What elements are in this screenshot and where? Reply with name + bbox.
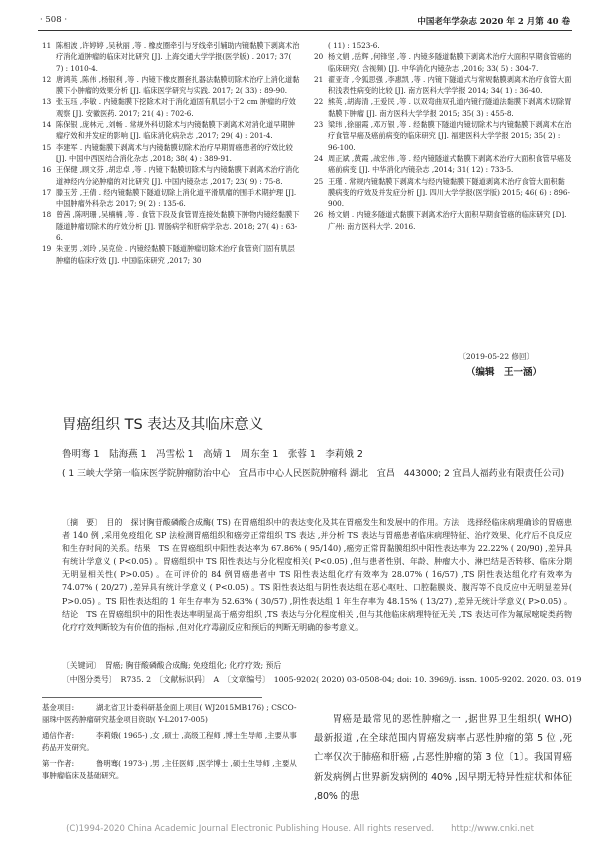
reference-item: 13 张玉珏 ,李敏 . 内镜黏膜下挖除术对于消化道固有肌层小于2 cm 肿瘤的疗效观察 [J]. 安徽医药. 2017; 21( 4) : 702-6.	[42, 97, 296, 118]
footnote-funding: 基金项目: 湖北省卫计委科研基金面上项目( WJ2015MB176) ; CSCO-丽珠中医药肿瘤研究基金项目资助( Y-L2017-005)	[42, 703, 297, 724]
reference-item: 17 滕玉芳 ,王倩 . 经内镜黏膜下隧道切除上消化道平滑肌瘤的围手术期护理 [J]. 中国肿瘤外科杂志 2017; 9( 2) : 135-6.	[42, 187, 297, 209]
reference-item: 12 唐鸿英 ,陈伟 ,杨银利 ,等 . 内镜下橡皮圈套扎器法黏膜切除术治疗上消化道黏膜下小肿瘤的效果分析 [J]. 临床医学研究与实践. 2017; 2( 33) : 89-90.	[42, 74, 300, 96]
reference-item: 11 陈相波 ,许婷婷 ,吴秋丽 ,等 . 橡皮圈牵引与牙线牵引辅助内镜黏膜下剥离术治疗消化道肿瘤的临床对比研究 [J]. 上海交通大学学报(医学版) . 2017; 37( 7) : 1010-4.	[42, 41, 300, 73]
footnote-first-author: 第一作者: 鲁明骞( 1973-) ,男 ,主任医师 ,医学博士 ,硕士生导师 ,主要从事肿瘤临床及基础研究。	[42, 759, 297, 780]
keywords: 〔关键词〕 胃癌; 胸苷酸磷酸合成酶; 免疫组化; 化疗疗效; 预后	[62, 661, 282, 670]
references-left	[42, 40, 300, 266]
reference-item: 23 梁玮 ,徐丽霞 ,邓万银 ,等 . 经黏膜下隧道内镜切除术与内镜黏膜下剥离术在治疗食管早癌及癌前病变的临床研究 [J]. 福建医科大学学报 2015; 35( 2) : 96-100.	[314, 120, 572, 152]
reference-item: 22 熊英 ,胡海清 ,王爱民 ,等 . 以双弯曲双孔道内镜行隧道法黏膜下剥离术切除胃黏膜下肿瘤 [J]. 南方医科大学学报 2015; 35( 3) : 455-8.	[314, 97, 572, 118]
page-number: · 508 ·	[40, 15, 68, 25]
reference-item: ( 11) : 1523-6.	[328, 41, 380, 50]
editor-credit: （编辑 王一涵）	[465, 367, 542, 378]
revision-date: 〔2019-05-22 修回〕	[458, 352, 534, 361]
classification-line: 〔中图分类号〕 R735. 2 〔文献标识码〕 A 〔文章编号〕 1005-9202( 2020) 03-0508-04; doi: 10. 3969/j. issn. 1005-9202. 2020. 03. 019	[62, 675, 582, 684]
reference-item: 16 王保健 ,顾文芬 ,胡忠卓 ,等 . 内镜下黏膜切除术与内镜黏膜下剥离术治疗消化道神经内分泌肿瘤的对比研究 [J]. 中国内镜杂志 ,2017; 23( 9) : 75-8.	[42, 165, 300, 186]
abstract: 〔摘 要〕 目的 探讨胸苷酸磷酸合成酶( TS) 在胃癌组织中的表达变化及其在胃癌发生和发展中的作用。方法 选择经临床病理确诊的胃癌患者 140 例 ,采用免疫组化 SP 法检测胃癌组织和癌旁正常组织 TS 表达 ,并分析 TS 表达与胃癌患者临床病理特征、治疗效果、化疗后不良反应和生存时间的关系。结果 TS 在胃癌组织中阳性表达率为 67.86% ( 95/140) ,癌旁正常胃黏膜组织中阳性表达率为 22.22% ( 20/90) ,差异具有统计学意义 ( P<0.05) 。胃癌组织中 TS 阳性表达与分化程度相关( P<0.05) ,但与患者性别、年龄、肿瘤大小、淋巴结是否转移、临床分期无明显相关性( P>0.05) 。在可评价的 84 例胃癌患者中 TS 阳性表达组化疗有效率为 28.07% ( 16/57) ,TS 阴性表达组化疗有效率为 74.07% ( 20/27) ,差异具有统计学意义 ( P<0.05) 。TS 阳性表达组与阴性表达组在恶心呕吐、口腔黏膜炎、腹泻等不良反应中无明显差异( P>0.05) 。TS 阳性表达组的 1 年生存率为 52.63% ( 30/57) ,阴性表达组 1 年生存率为 48.15% ( 13/27) ,差异无统计学意义( P>0.05) 。结论 TS 在胃癌组织中的阳性表达率明显高于癌旁组织 ,TS 表达与分化程度相关 ,但与其他临床病理特征无关 ,TS 表达可作为氟尿嘧啶类药物化疗疗效判断较为有价值的指标 ,但对化疗毒副反应和预后的判断无明确的参考意义。	[62, 518, 572, 632]
article-title: 胃癌组织 TS 表达及其临床意义	[62, 417, 264, 433]
author-list: 鲁明骞 1 陆海燕 1 冯雪松 1 高婧 1 周东奎 1 张蓉 1 李莉娥 2	[62, 449, 363, 460]
journal-header: 中国老年学杂志 2020 年 2 月第 40 卷	[417, 17, 570, 27]
copyright-footer: (C)1994-2020 China Academic Journal Electronic Publishing House. All rights reserved. http://www.cnki.net	[66, 824, 534, 834]
reference-item: 25 王瑾 . 常规内镜黏膜下剥离术与经内镜黏膜下隧道剥离术治疗食管大面积黏膜病变的疗效及并发症分析 [J]. 四川大学学报(医学版) 2015; 46( 6) : 896-900.	[314, 176, 570, 209]
footnote-corresponding: 通信作者: 李莉娥( 1965-) ,女 ,硕士 ,高级工程师 ,博士生导师 ,主要从事药品开发研究。	[42, 731, 297, 752]
reference-item: 24 周正斌 ,黄霞 ,战宏伟 ,等 . 经内镜隧道式黏膜下剥离术治疗大面积食管早癌及癌前病变 [J]. 中华消化内镜杂志 ,2014; 31( 12) : 733-5.	[314, 153, 572, 175]
reference-item: 18 曾茜 ,陈明珊 ,吴楠楠 ,等 . 食管下段及食管胃连接处黏膜下肿物内镜经黏膜下隧道肿瘤切除术的疗效分析 [J]. 胃肠病学和肝病学杂志. 2018; 27( 4) : 63-6.	[42, 210, 300, 243]
reference-item: 19 朱亚男 ,刘玲 ,吴克俭 . 内镜经黏膜下隧道肿瘤切除术治疗食管贲门固有肌层肿瘤的临床疗效 [J]. 中国临床研究 ,2017; 30	[42, 244, 295, 265]
references-right	[314, 40, 572, 232]
body-text: 胃癌是最常见的恶性肿瘤之一 ,据世界卫生组织( WHO) 最新报道 ,在全球范围内胃癌发病率占恶性肿瘤的第 5 位 ,死亡率仅次于肺癌和肝癌 ,占恶性肿瘤的第 3 位〔1〕。我国胃癌新发病例占世界新发病例的 40% ,因早期无特异性症状和体征 ,80% 的患	[314, 714, 572, 802]
reference-item: 20 杨文娟 ,岳辉 ,何锋坚 ,等 . 内镜多隧道黏膜下剥离术治疗大面积早期食管癌的临床研究( 含视频) [J]. 中华消化内镜杂志 ,2016; 33( 5) : 304-7.	[314, 52, 572, 73]
reference-item: 14 陈保银 ,庞林元 ,刘畅 . 常规外科切除术与内镜黏膜下剥离术对消化道早期肿瘤疗效和并发症的影响 [J]. 临床消化病杂志 ,2017; 29( 4) : 201-4.	[42, 120, 295, 141]
footnote-rule	[42, 697, 262, 698]
header-rule	[38, 30, 572, 31]
affiliation: ( 1 三峡大学第一临床医学院肿瘤防治中心 宜昌市中心人民医院肿瘤科 湖北 宜昌 443000; 2 宜昌人福药业有限责任公司)	[62, 469, 565, 479]
reference-item: 26 杨文娟 . 内镜多隧道式黏膜下剥离术治疗大面积早期食管癌的临床研究 [D]. 广州: 南方医科大学. 2016.	[314, 210, 567, 231]
reference-item: 15 李建军 . 内镜黏膜下剥离术与内镜黏膜切除术治疗早期胃癌患者的疗效比较 [J]. 中国中西医结合消化杂志 ,2018; 38( 4) : 389-91.	[42, 142, 293, 163]
reference-item: 21 翟亚奇 ,令狐思强 ,李惠凯 ,等 . 内镜下隧道式与常规黏膜剥离术治疗食管大面积浅表性病变的比较 [J]. 南方医科大学学报 2014; 34( 1) : 36-40.	[314, 74, 572, 96]
